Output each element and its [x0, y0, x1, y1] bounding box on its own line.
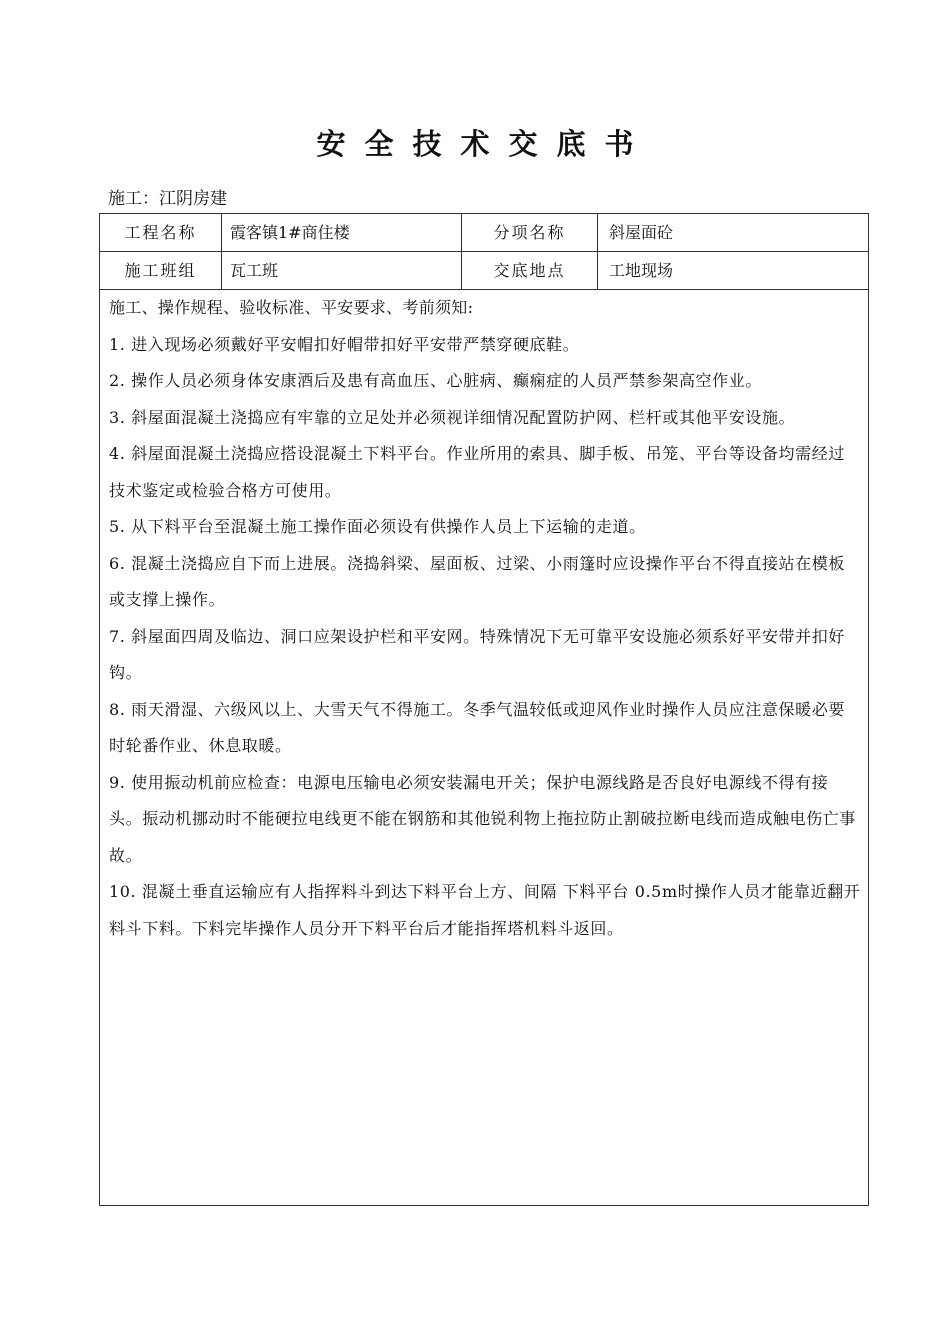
project-name-value: 霞客镇1#商住楼: [222, 214, 462, 251]
content-intro: 施工、操作规程、验收标准、平安要求、考前须知:: [109, 298, 474, 317]
rule-item-8: 8. 雨天滑湿、六级风以上、大雪天气不得施工。冬季气温较低或迎风作业时操作人员应注意保暖必要时轮番作业、休息取暖。: [109, 699, 845, 755]
document-title: 安全技术交底书: [316, 127, 653, 161]
location-value: 工地现场: [609, 261, 674, 280]
location-label: 交底地点: [462, 252, 598, 289]
rule-item-3: 3. 斜屋面混凝土浇捣应有牢靠的立足处并必须视详细情况配置防护网、栏杆或其他平安设施。: [109, 407, 796, 427]
rule-item-9: 9. 使用振动机前应检查：电源电压输电必须安装漏电开关；保护电源线路是否良好电源线不得有接头。振动机挪动时不能硬拉电线更不能在钢筋和其他锐利物上拖拉防止割破拉断电线而造成触电伤亡事故。: [109, 772, 857, 865]
rule-item-1: 1. 进入现场必须戴好平安帽扣好帽带扣好平安带严禁穿硬底鞋。: [109, 334, 580, 354]
team-value: 瓦工班: [222, 252, 462, 289]
rule-item-5: 5. 从下料平台至混凝土施工操作面必须设有供操作人员上下运输的走道。: [109, 517, 646, 536]
team-label: 施工班组: [100, 252, 222, 289]
table-row: [100, 252, 868, 290]
table-row: [100, 214, 868, 252]
rule-item-6: 6. 混凝土浇捣应自下而上进展。浇捣斜梁、屋面板、过梁、小雨篷时应设操作平台不得直接站在模板或支撑上操作。: [109, 553, 845, 609]
rule-item-2: 2. 操作人员必须身体安康酒后及患有高血压、心脏病、癫痫症的人员严禁参架高空作业。: [109, 371, 762, 390]
sub-item-value: 斜屋面砼: [609, 223, 674, 242]
rule-item-4: 4. 斜屋面混凝土浇捣应搭设混凝土下料平台。作业所用的索具、脚手板、吊笼、平台等设备均需经过技术鉴定或检验合格方可使用。: [109, 444, 845, 500]
rule-item-7: 7. 斜屋面四周及临边、洞口应架设护栏和平安网。特殊情况下无可靠平安设施必须系好平安带并扣好钩。: [109, 626, 845, 682]
project-name-label: 工程名称: [100, 214, 222, 251]
contractor-label: 施工：江阴房建: [108, 189, 227, 209]
briefing-content: [109, 290, 861, 947]
rule-item-10: 10. 混凝土垂直运输应有人指挥料斗到达下料平台上方、间隔 下料平台 0.5m时操作人员才能靠近翻开料斗下料。下料完毕操作人员分开下料平台后才能指挥塔机料斗返回。: [109, 882, 861, 938]
briefing-table: [99, 213, 869, 1206]
sub-item-label: 分项名称: [462, 214, 598, 251]
